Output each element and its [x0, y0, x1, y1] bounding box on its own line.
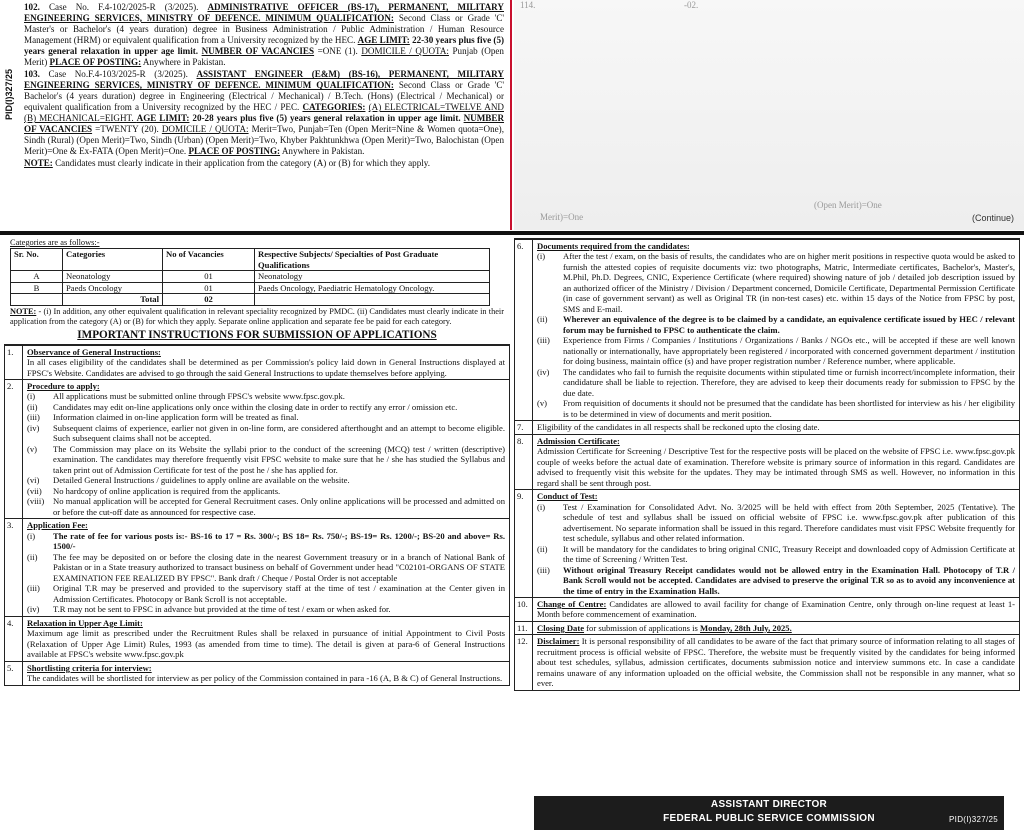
signature-title: ASSISTANT DIRECTOR [710, 799, 828, 810]
section-8 [514, 435, 1020, 490]
case-103-post: ASSISTANT ENGINEER (E&M) (BS-16), PERMANENT, MILITARY ENGINEERING SERVICES, MINISTRY OF DEFENCE. MINIMUM QUALIFICATION: [24, 69, 504, 91]
section-text: for submission of applications is [584, 622, 701, 633]
section-text: Candidates are allowed to avail facility for change of Examination Centre, only through on-line request at least 1-Month before commencement of examination. [537, 598, 1015, 620]
pid-vertical-label: PID(I)327/25 [4, 68, 14, 120]
case-102-post: ADMINISTRATIVE OFFICER (BS-17), PERMANENT, MILITARY ENGINEERING SERVICES, MINISTRY OF DEFENCE. MINIMUM QUALIFICATION: [24, 2, 504, 23]
section-title: Relaxation in Upper Age Limit: [27, 617, 143, 628]
section-number: 6. [515, 240, 533, 420]
list-item: (iii) Without original Treasury Receipt candidates would not be allowed entry in the Examination Hall. Photocopy of T.R / Bank Scroll would not be accepted. Candidates are advised to preserve the original T.R so as to avoid any inconvenience at the time of entry in the Examination Halls. [537, 564, 1015, 596]
section-title: Change of Centre: [537, 598, 607, 609]
case-102 [24, 2, 504, 67]
case-102-age-label: AGE LIMIT: [357, 34, 410, 45]
section-divider [0, 231, 1024, 235]
section-text: Eligibility of the candidates in all respects shall be reckoned upto the closing date. [537, 422, 820, 433]
section-number: 12. [515, 635, 533, 689]
case-102-vacancies-label: NUMBER OF VACANCIES [201, 45, 315, 56]
case-103-posting-label: PLACE OF POSTING: [188, 145, 281, 156]
section-title: Application Fee: [27, 520, 88, 531]
cell-total-value: 02 [163, 294, 255, 305]
section-title: Procedure to apply: [27, 381, 100, 391]
list-item: (vii) No hardcopy of online application is required from the applicants. [27, 485, 281, 496]
section-7 [514, 421, 1020, 434]
section-number: 3. [5, 519, 23, 615]
case-103 [24, 69, 504, 156]
case-103-number: 103. [24, 69, 40, 80]
categories-header-row [11, 249, 490, 271]
section-1 [4, 345, 510, 380]
case-102-ref: Case No. F.4-102/2025-R (3/2025). [48, 2, 208, 12]
signature-block [534, 796, 1004, 830]
section-3 [4, 519, 510, 616]
section-text: Admission Certificate for Screening / Descriptive Test for the respective posts will be placed on the website of FPSC i.e. www.fpsc.gov.pk couple of weeks before the actual date of examination. Therefore website is primary source of information in this regard. Candidates are advised to frequently visit this website for the updates. They may be intimated through SMS as well. However, no information in this regard shall be sent through post. [537, 446, 1015, 488]
section-title: Documents required from the candidates: [537, 241, 690, 251]
case-102-domicile: Punjab (Open Merit) [24, 45, 504, 67]
section-text: In all cases eligibility of the candidates shall be determined as per Commission's policy laid down in General Instructions displayed at FPSC's Website. Candidates are advised to go through the said General Instructions to update themselves before applying. [27, 357, 505, 378]
list-item: (ii) The fee may be deposited on or before the closing date in the nearest Government treasury or in a branch of National Bank of Pakistan or in a State treasury authorized to transact business on behalf of Government under head "C02101-ORGANS OF STATE EXAMINATION FEE REALIZED BY FPSC". Bank draft / Cheque / Postal Order is not acceptable [27, 551, 505, 583]
section-number: 1. [5, 346, 23, 379]
section-number: 5. [5, 662, 23, 685]
case-103-domicile: Merit=Two, Punjab=Ten (Open Merit=Nine & Women quota=One), Sindh (Rural) (Open Merit)=Two, Sindh (Urban) (Open Merit)=Two, Khyber Pakhtunkhwa (Open Merit)=Two, Balochistan (Open Merit)=One & Ex-FATA (Open Merit)=One. [24, 123, 504, 156]
categories-note-text: - (i) In addition, any other equivalent qualification in relevant speciality recognized by PMDC. (ii) Candidates must clearly indicate in their application from the category (A) or (B) for which they apply. Separate online application and separate fee be paid for each category. [10, 306, 504, 326]
case-103-domicile-label: DOMICILE / QUOTA: [161, 123, 249, 134]
list-item: (iii) Information claimed in on-line application form will be treated as final. [27, 412, 299, 423]
case-102-posting-label: PLACE OF POSTING: [49, 56, 142, 67]
total-row [11, 294, 490, 305]
case-103-categories: (A) ELECTRICAL=TWELVE AND (B) MECHANICAL=EIGHT. [24, 102, 504, 124]
cell-total-label: Total [63, 294, 163, 305]
top-left-panel [0, 0, 512, 230]
list-item: (iii) Original T.R may be preserved and provided to the supervisory staff at the time of test / examination at the Center given in Admission Certificates. Photocopy or Bank Scroll is not acceptable. [27, 583, 505, 604]
section-11 [514, 622, 1020, 635]
list-item: (vi) Detailed General Instructions / guidelines to apply online are available on the website. [27, 475, 350, 486]
section-number: 7. [515, 421, 533, 433]
faded-quota-1: Merit)=One [540, 212, 584, 222]
categories-note-label: NOTE: [10, 306, 37, 316]
case-note-label: NOTE: [24, 157, 53, 168]
instructions-list-right [514, 238, 1020, 691]
case-103-age-label: AGE LIMIT: [136, 113, 190, 124]
case-103-posting: Anywhere in Pakistan. [281, 145, 365, 156]
section-2 [4, 380, 510, 519]
list-item: (i) All applications must be submitted online through FPSC's website www.fpsc.gov.pk. [27, 391, 345, 402]
list-item: (iii) Experience from Firms / Companies / Institutions / Organizations / Banks / NGOs etc., will be accepted if these are well known nationally or internationally, have appropriately been registered / incorporated with concerned government department / institution for doing business, maintain office (s) and have proper registration number / Reference number, where applicable. [537, 335, 1015, 367]
table-row [11, 271, 490, 282]
section-title: Closing Date [537, 622, 585, 633]
case-103-vacancies-label: NUMBER OF VACANCIES [24, 113, 505, 134]
cell-sr: A [11, 271, 63, 282]
categories-table [10, 248, 490, 305]
continue-label: (Continue) [971, 213, 1014, 224]
section-text: It is personal responsibility of all candidates to be aware of the fact that primary source of information relating to all stages of recruitment process is official website of FPSC. Therefore, the website must be frequently visited by the candidates for being informed about test schedules, syllabus, admission certificates, documents submission notice and interview summons etc. In case a candidate remains unaware of any information uploaded on the official website, the Commission shall not be responsible in any manner, what so ever. [537, 636, 1015, 689]
cell-empty [255, 294, 490, 305]
section-number: 8. [515, 435, 533, 489]
section-text: The candidates will be shortlisted for interview as per policy of the Commission contained in para -16 (A, B & C) of General Instructions. [27, 673, 503, 684]
section-9 [514, 490, 1020, 598]
signature-pid: PID(I)327/25 [949, 815, 998, 825]
col-header-category: Categories [63, 249, 163, 271]
list-item: (iv) Subsequent claims of experience, earlier not given in on-line form, are considered afterthought and an attempt to become eligible. Such subsequent claims shall not be accepted. [27, 422, 505, 444]
case-note-text: Candidates must clearly indicate in their application from the category (A) or (B) for which they apply. [55, 157, 431, 168]
closing-date: Monday, 28th July, 2025. [700, 622, 792, 633]
case-102-qualification: Second Class or Grade 'C' Master's or Bachelor's (4 years duration) degree in Business Administration / Public Administration / Human Resource Management (HRM) or equivalent qualification from a University recognized by the HEC. [24, 12, 505, 45]
faded-case-ref: -02. [684, 0, 699, 10]
section-4 [4, 617, 510, 662]
col-header-subjects: Respective Subjects/ Specialties of Post Graduate Qualifications [255, 249, 490, 271]
list-item: (ii) It will be mandatory for the candidates to bring original CNIC, Treasury Receipt and downloaded copy of Admission Certificate at the time of Screening / Written Test. [537, 543, 1015, 565]
case-102-posting: Anywhere in Pakistan. [142, 56, 226, 67]
case-102-age-text: 22-30 years plus five (5) years general relaxation in upper age limit. [24, 34, 505, 56]
section-6 [514, 239, 1020, 421]
section-number: 10. [515, 598, 533, 621]
signature-organization: FEDERAL PUBLIC SERVICE COMMISSION [663, 812, 875, 824]
case-103-age-text: 20-28 years plus five (5) years general relaxation in upper age limit. [192, 113, 464, 124]
section-12 [514, 635, 1020, 690]
list-item: (ii) Candidates may edit on-line applications only once within the closing date in order to rectify any error / omission etc. [27, 401, 458, 412]
case-103-ref: Case No.F.4-103/2025-R (3/2025). [48, 69, 197, 80]
bottom-right-column [514, 238, 1020, 830]
section-text: Maximum age limit as prescribed under the Recruitment Rules shall be relaxed in pursuance of initial Appointment to Civil Posts (Relaxation of Upper Age Limit) Rules, 1993 (as amended from time to time). The detail is given at para-6 of General Instructions available at FPSC's website www.fpsc.gov.pk [27, 628, 505, 660]
section-title: Conduct of Test: [537, 491, 598, 502]
categories-note [4, 306, 510, 328]
section-number: 2. [5, 380, 23, 518]
case-103-categories-label: CATEGORIES: [302, 102, 366, 113]
section-number: 9. [515, 490, 533, 597]
case-note [24, 158, 504, 169]
case-103-qualification: Second Class or Grade 'C' Bachelor's (4 years duration) degree in Engineering (Electrical / Mechanical) / B.Tech. (Hons) (Electrical / Mechanical) or equivalent qualification from a University recognized by the HEC / PEC. [24, 80, 505, 113]
top-right-panel [514, 0, 1024, 230]
case-102-number: 102. [24, 2, 40, 12]
case-102-domicile-label: DOMICILE / QUOTA: [361, 45, 449, 56]
col-header-vacancies: No of Vacancies [163, 249, 255, 271]
list-item: (iv) The candidates who fail to furnish the requisite documents within stipulated time or furnish incorrect/incomplete information, their candidature shall be liable to rejection. Therefore, they are advised to keep their documents ready for submission to FPSC by the due date. [537, 366, 1015, 398]
faded-quota-2: (Open Merit)=One [814, 200, 882, 210]
list-item: (iv) T.R may not be sent to FPSC in advance but provided at the time of test / exam or when asked for. [27, 604, 391, 615]
section-title: Observance of General Instructions: [27, 346, 161, 357]
section-title: Shortlisting criteria for interview: [27, 662, 152, 673]
table-row [11, 282, 490, 293]
section-number: 11. [515, 622, 533, 634]
faded-case-number: 114. [520, 0, 536, 10]
cell-empty [11, 294, 63, 305]
list-item: (v) The Commission may place on its Website the syllabi prior to the conduct of the screening (MCQ) test / written (descriptive) examination. The candidates may therefore frequently visit FPSC website to make sure that he / she has studied the Syllabus and taken print out of Admission Certificate for test of the post he / she has applied for. [27, 443, 505, 475]
list-item: (v) From requisition of documents it should not be presumed that the candidate has been shortlisted for interview as his / her eligibility is to be determined in view of documents and merit position. [537, 398, 1015, 419]
col-header-sr: Sr. No. [11, 249, 63, 271]
section-10 [514, 598, 1020, 622]
list-item: (i) The rate of fee for various posts is:- BS-16 to 17 = Rs. 300/-; BS 18= Rs. 750/-; BS-19= Rs. 1200/-; BS-20 and above= Rs. 1500/- [27, 530, 505, 552]
cell-vacancies: 01 [163, 282, 255, 293]
section-number: 4. [5, 617, 23, 661]
instructions-heading: IMPORTANT INSTRUCTIONS FOR SUBMISSION OF APPLICATIONS [77, 328, 437, 341]
cell-category: Paeds Oncology [63, 282, 163, 293]
section-title: Disclaimer: [537, 636, 580, 647]
list-item: (i) Test / Examination for Consolidated Advt. No. 3/2025 will be held with effect from 20th September, 2025 (Tentative). The schedule of test and syllabus shall be issued on official website of FPSC i.e. www.fpsc.gov.pk after publication of this advertisement. No separate information shall be issued in this regard. Therefore candidates must visit FPSC Website frequently for test schedule, syllabus and other related information. [537, 501, 1015, 544]
instructions-list-left [4, 344, 510, 686]
cell-subjects: Neonatology [255, 271, 490, 282]
categories-intro: Categories are as follows:- [10, 238, 100, 247]
case-103-vacancies: =TWENTY (20). [95, 123, 162, 134]
list-item: (viii) No manual application will be accepted for General Recruitment cases. Only online applications will be processed and admitted on or before the cut-off date as announced for respective case. [27, 496, 505, 517]
case-102-vacancies: =ONE (1). [317, 45, 362, 56]
list-item: (ii) Wherever an equivalence of the degree is to be claimed by a candidate, an equivalence certificate issued by HEC / relevant forum may be furnished to FPSC to authenticate the claim. [537, 314, 1015, 335]
list-item: (i) After the test / exam, on the basis of results, the candidates who are on higher merit positions in respective quota would be asked to furnish the attested copies of requisite documents viz: two photographs, Matric, Intermediate certificates, Bachelor's, Master's, M.Phil, Ph.D. Degrees, CNIC, Experience Certificate (where required) showing nature of job / detailed job description issued by an authorized officer of the Ministry / Division / Department concerned, Domicile Certificate, Departmental Permission Certificate (in case of government servant) as well as Original TR (in non-test cases) etc. within 15 days of the Notice from FPSC by post, SMS and E-mail. [537, 251, 1015, 314]
cell-vacancies: 01 [163, 271, 255, 282]
cell-sr: B [11, 282, 63, 293]
cell-subjects: Paeds Oncology, Paediatric Hematology Oncology. [255, 282, 490, 293]
cell-category: Neonatology [63, 271, 163, 282]
bottom-left-column [4, 238, 510, 830]
section-title: Admission Certificate: [537, 435, 620, 446]
section-5 [4, 662, 510, 686]
